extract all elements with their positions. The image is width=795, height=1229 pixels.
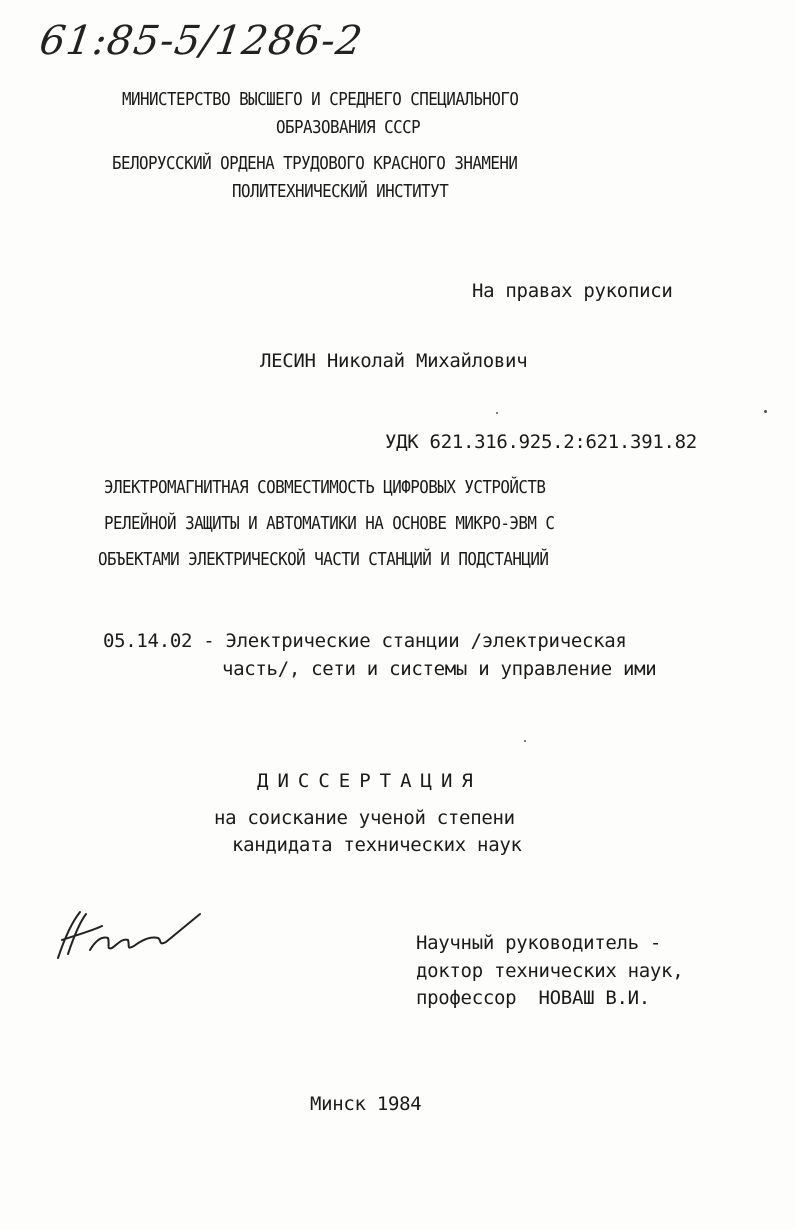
degree-line-1: на соискание ученой степени xyxy=(214,807,515,829)
scan-speck xyxy=(524,740,526,742)
ministry-line-1: МИНИСТЕРСТВО ВЫСШЕГО И СРЕДНЕГО СПЕЦИАЛЬНОГО xyxy=(122,89,519,110)
institute-line-2: ПОЛИТЕХНИЧЕСКИЙ ИНСТИТУТ xyxy=(232,181,449,202)
institute-line-1: БЕЛОРУССКИЙ ОРДЕНА ТРУДОВОГО КРАСНОГО ЗНАМЕНИ xyxy=(112,153,518,174)
supervisor-line-3: профессор НОВАШ В.И. xyxy=(416,987,650,1009)
author-name: ЛЕСИН Николай Михайлович xyxy=(260,350,528,372)
scan-speck xyxy=(496,412,498,414)
title-line-3: ОБЪЕКТАМИ ЭЛЕКТРИЧЕСКОЙ ЧАСТИ СТАНЦИЙ И ПОДСТАНЦИЙ xyxy=(98,549,549,570)
supervisor-line-1: Научный руководитель - xyxy=(416,932,662,954)
degree-line-2: кандидата технических наук xyxy=(232,834,522,856)
work-type-heading: ДИССЕРТАЦИЯ xyxy=(257,770,482,792)
archive-code-handwritten: 61:85-5/1286-2 xyxy=(36,18,366,64)
manuscript-note: На правах рукописи xyxy=(472,280,673,302)
specialty-line-1: 05.14.02 - Электрические станции /электрическая xyxy=(103,630,627,652)
scan-speck xyxy=(764,410,767,413)
supervisor-line-2: доктор технических наук, xyxy=(416,960,684,982)
title-line-1: ЭЛЕКТРОМАГНИТНАЯ СОВМЕСТИМОСТЬ ЦИФРОВЫХ УСТРОЙСТВ xyxy=(104,477,546,498)
author-signature xyxy=(50,900,210,970)
ministry-line-2: ОБРАЗОВАНИЯ СССР xyxy=(276,117,421,138)
title-line-2: РЕЛЕЙНОЙ ЗАЩИТЫ И АВТОМАТИКИ НА ОСНОВЕ МИКРО-ЭВМ С xyxy=(104,513,555,534)
specialty-line-2: часть/, сети и системы и управление ими xyxy=(222,658,657,680)
place-and-year: Минск 1984 xyxy=(310,1093,422,1115)
udc-code: УДК 621.316.925.2:621.391.82 xyxy=(385,431,697,453)
